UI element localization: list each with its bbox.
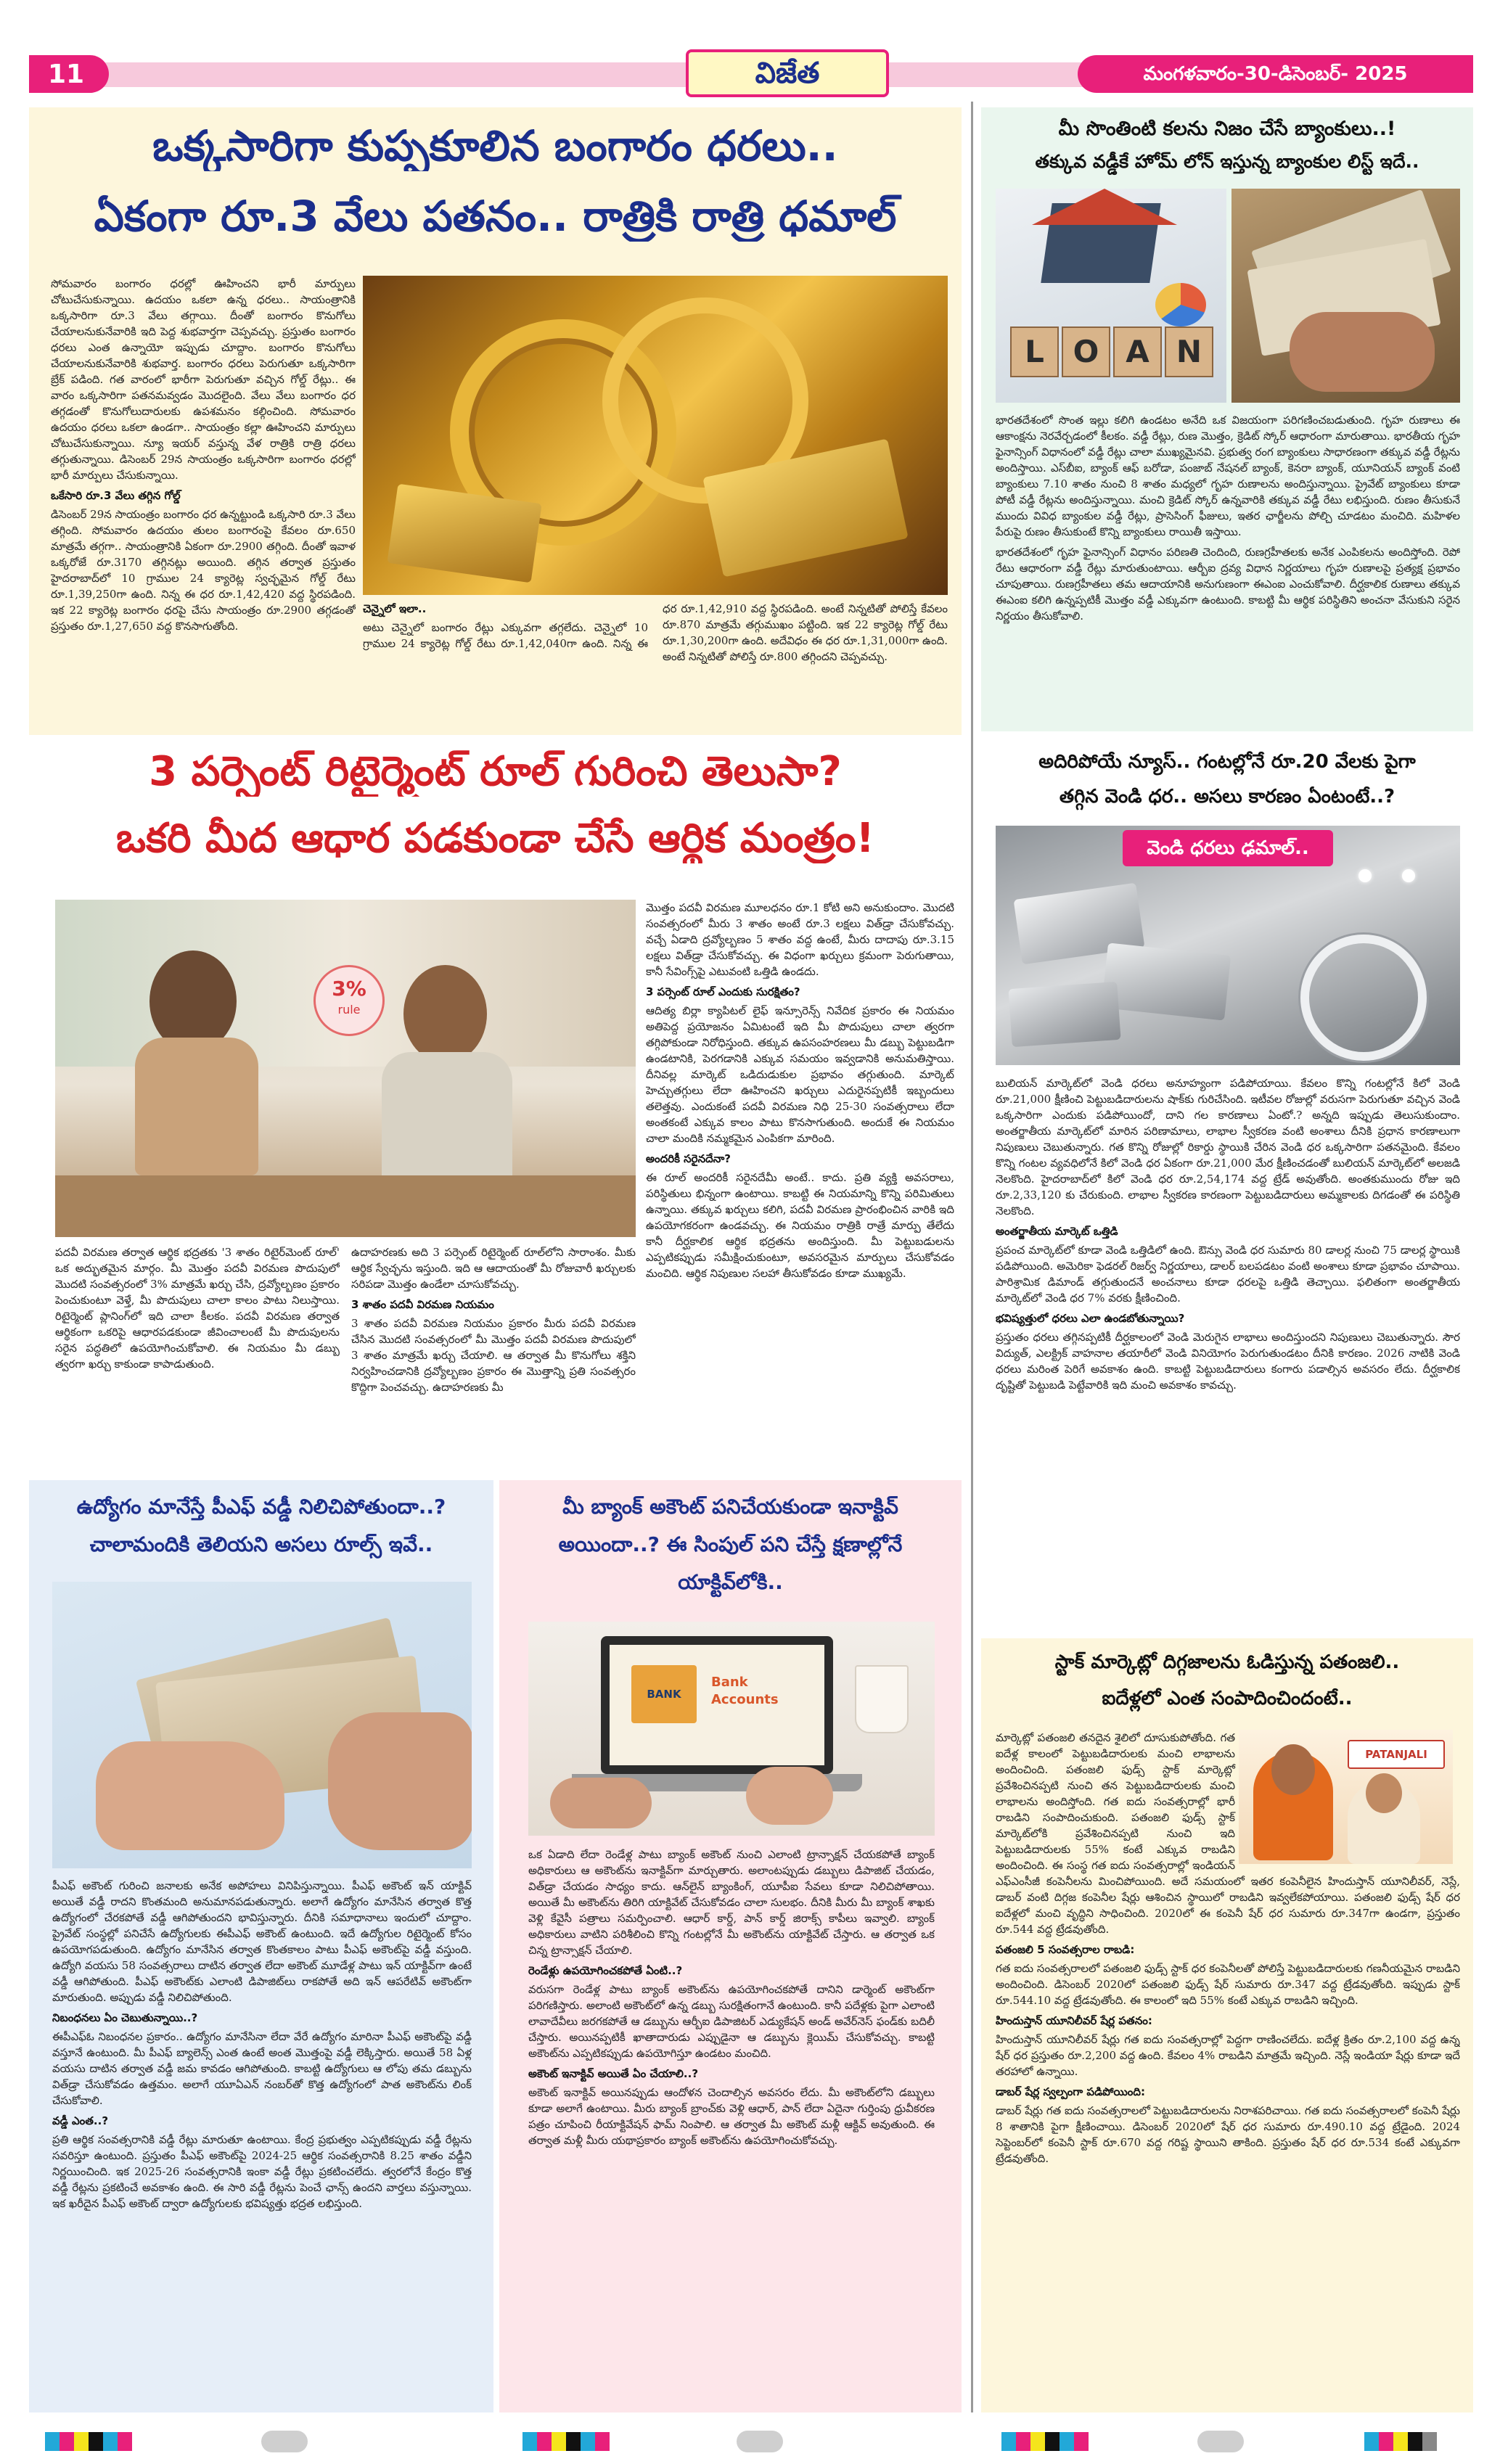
home-loan-headline-2: తక్కువ వడ్డీకే హోమ్ లోన్ ఇస్తున్న బ్యాంకుల లిస్ట్ ఇదే.. xyxy=(1035,151,1419,172)
screen-label-accounts: Bank Accounts xyxy=(711,1675,779,1707)
retirement-para-4: పదవీ విరమణ తర్వాత ఆర్థిక భద్రతకు '3 శాతం రిటైర్‌మెంట్ రూల్' ఒక అద్భుతమైన మార్గం. మీ మొత్తం పదవీ విరమణ పొదుపులో మొదటి సంవత్సరంలో 3% మాత్రమే ఖర్చు చేసి, ద్రవ్యోల్బణం ప్రకారం పెంచుకుంటూ వెళ్తే, మీ పొదుపులు చాలా కాలం పాటు నిలుస్తాయి. రిటైర్మెంట్ ప్లానింగ్‌లో ఇది చాలా కీలకం. పదవీ విరమణ తర్వాత ఆర్థికంగా ఒకరిపై ఆధారపడకుండా జీవించాలంటే మీ పొదుపులను సరైన పద్ధతిలో ఉపయోగించుకోవాలి. ఈ నియమం మీ డబ్బు త్వరగా ఖర్చు కాకుండా కాపాడుతుంది. xyxy=(55,1246,340,1371)
color-registration-strip xyxy=(522,2432,610,2451)
silver-para-3: ప్రస్తుతం ధరలు తగ్గినప్పటికీ దీర్ఘకాలంలో వెండి మెరుగైన లాభాలు అందిస్తుందని నిపుణులు చెబుతున్నారు. సౌర విద్యుత్, ఎలక్ట్రిక్ వాహనాల తయారీలో వెండి వినియోగం పెరుగుతుండటం దీనికి కారణం. 2026 నాటికి వెండి ధరలు మరింత పెరిగే అవకాశం ఉంది. కాబట్టి పెట్టుబడిదారులు కంగారు పడాల్సిన అవసరం లేదు. దీర్ఘకాలిక దృష్టితో పెట్టుబడి పెట్టేవారికి ఇది మంచి అవకాశం కావచ్చు. xyxy=(996,1331,1460,1392)
silver-story xyxy=(981,740,1473,1633)
badge-rule: rule xyxy=(337,1003,361,1017)
silver-headline-1: అదిరిపోయే న్యూస్.. గంటల్లోనే రూ.20 వేలకు పైగా xyxy=(1038,751,1416,773)
registration-pill xyxy=(1197,2431,1244,2452)
patanjali-para-3: హిందుస్తాన్ యూనిలీవర్ షేర్లు గత ఐదు సంవత్సరాల్లో పెద్దగా రాణించలేదు. ఐదేళ్ల క్రితం రూ.2,100 వద్ద ఉన్న షేర్ ధర ప్రస్తుతం రూ.2,200 వద్ద ఉంది. కేవలం 4% రాబడిని మాత్రమే ఇచ్చింది. నెస్లే ఇండియా షేర్లు కూడా ఇదే తరహాలో ఉన్నాయి. xyxy=(996,2033,1460,2078)
retirement-headline-2: ఒకరి మీద ఆధార పడకుండా చేసే ఆర్థిక మంత్రం! xyxy=(116,815,874,862)
date-tab xyxy=(1078,55,1473,93)
pf-subhead-2: వడ్డీ ఎంత..? xyxy=(52,2114,109,2127)
three-percent-badge xyxy=(313,965,385,1036)
color-registration-strip xyxy=(45,2432,132,2451)
patanjali-para-4: డాబర్ షేర్లు గత ఐదు సంవత్సరాలలో పెట్టుబడిదారులను నిరాశపరిచాయి. గత ఐదు సంవత్సరాలలో కంపెనీ షేర్లు 8 శాతానికి పైగా క్షీణించాయి. డిసెంబర్ 2020లో షేర్ ధర సుమారు రూ.490.10 వద్ద ట్రేడైంది. 2024 సెప్టెంబర్‌లో కంపెనీ స్టాక్ రూ.670 వద్ద గరిష్ట స్థాయిని తాకింది. ప్రస్తుతం షేర్ ధర రూ.534 కంటే ఎక్కువగా ట్రేడవుతోంది. xyxy=(996,2104,1460,2165)
retirement-bottom-left xyxy=(55,1244,340,1458)
patanjali-subhead-1: పతంజలి 5 సంవత్సరాల రాబడి: xyxy=(996,1943,1135,1956)
bank-headline-3: యాక్టివ్‌లోకి.. xyxy=(678,1570,783,1594)
column-divider xyxy=(971,102,973,2412)
gold-subhead: ఒకేసారి రూ.3 వేలు తగ్గిన గోల్డ్ xyxy=(51,489,181,502)
retirement-subhead-3: 3 శాతం పదవీ విరమణ నియమం xyxy=(351,1298,494,1311)
patanjali-story xyxy=(981,1638,1473,2412)
retirement-subhead-2: అందరికీ సరైనదేనా? xyxy=(646,1152,731,1165)
retirement-bottom-middle xyxy=(351,1244,636,1458)
patanjali-headline-1: స్టాక్ మార్కెట్లో దిగ్గజాలను ఓడిస్తున్న పతంజలి.. xyxy=(1054,1651,1400,1673)
patanjali-para-2: గత ఐదు సంవత్సరాలలో పతంజలి ఫుడ్స్ స్టాక్ ధర కంపెనీలతో పోలిస్తే పెట్టుబడిదారులకు గణనీయమైన రాబడిని అందించింది. డిసెంబర్ 2020లో పతంజలి ఫుడ్స్ షేర్ సుమారు రూ.347 వద్ద ట్రేడవుతోంది. ఇప్పుడు స్టాక్ రూ.544.10 వద్ద ట్రేడవుతోంది. ఈ కాలంలో ఇది 55% కంటే ఎక్కువ రాబడిని ఇచ్చింది. xyxy=(996,1962,1460,2007)
retirement-para-1: మొత్తం పదవీ విరమణ మూలధనం రూ.1 కోటి అని అనుకుందాం. మొదటి సంవత్సరంలో మీరు 3 శాతం అంటే రూ.3 లక్షలు విత్‌డ్రా చేసుకోవచ్చు. వచ్చే ఏడాది ద్రవ్యోల్బణం 5 శాతం వద్ద ఉంటే, మీరు దాదాపు రూ.3.15 లక్షలు విత్‌డ్రా చేసుకోవచ్చు. ఈ విధంగా ఖర్చులు క్రమంగా పెరుగుతాయి, కానీ సేవింగ్స్‌పై ఎటువంటి ఒత్తిడి ఉండదు. xyxy=(646,901,954,978)
gold-para-2: డిసెంబర్ 29న సాయంత్రం బంగారం ధర ఉన్నట్టుండి ఒక్కసారి రూ.3 వేలు తగ్గింది. సోమవారం ఉదయం తులం బంగారంపై కేవలం రూ.650 మాత్రమే తగ్గగా.. సాయంత్రానికి ఏకంగా రూ.2900 తగ్గింది. దీంతో ఇవాళ ఒక్కరోజే రూ.3170 తగ్గినట్లు అయింది. తగ్గిన తర్వాత ప్రస్తుతం హైదరాబాద్‌లో 10 గ్రాముల 24 క్యారెట్ల స్వచ్ఛమైన గోల్డ్ రేటు రూ.1,39,250గా ఉంది. నిన్న ఈ ధర రూ.1,42,420 వద్ద స్థిరపడింది. ఇక 22 క్యారెట్ల బంగారం ధరపై చేసు సాయంత్రం రూ.2900 తగ్గడంతో ప్రస్తుతం రూ.1,27,650 వద్ద కొనసాగుతోంది. xyxy=(51,508,356,633)
home-loan-story xyxy=(981,107,1473,731)
gold-para-1: సోమవారం బంగారం ధరల్లో ఊహించని భారీ మార్పులు చోటుచేసుకున్నాయి. ఉదయం ఒకలా ఉన్న ధరలు.. సాయంత్రానికి ఒక్కసారిగా రూ.3 వేలు తగ్గాయి. దీంతో బంగారం కొనుగోలు చేయాలనుకునేవారికి ఇది పెద్ద శుభవార్తగా చెప్పవచ్చు. ప్రస్తుతం బంగారం ధరలు ఎంత ఉన్నాయో ఇప్పుడు చూద్దాం. బంగారం కొనుగోలు చేయాలనుకునేవారికి శుభవార్త. బంగారం ధరలు పెరుగుతూ ఒక్కసారిగా బ్రేక్ పడింది. గత వారంలో భారీగా పెరుగుతూ వచ్చిన గోల్డ్ రేట్లు.. ఈ వారం ఒక్కసారిగా పతనమవ్వడం మొదలైంది. వేలు వేలు బంగారం ధర తగ్గడంతో కొనుగోలుదారులకు ఉపశమనం కల్గించింది. సోమవారం ఉదయం ధరలు ఒకలా ఉండగా.. సాయంత్రం కల్లా ఊహించని మార్పులు చోటుచేసుకున్నాయి. న్యూ ఇయర్ వస్తున్న వేళ రాత్రికి రాత్రి ధరలు తగ్గుతున్నాయి. డిసెంబర్ 29న సాయంత్రం ఒక్కసారిగా బంగారం ధరల్లో భారీ మార్పులు చేసుకున్నాయి. xyxy=(51,277,356,482)
masthead xyxy=(29,49,1473,97)
laptop-bank-photo xyxy=(528,1622,935,1836)
home-loan-para-2: భారతదేశంలో గృహ ఫైనాన్సింగ్ విధానం పరిణతి చెందింది, రుణగ్రహీతలకు అనేక ఎంపికలను అందిస్తోంది. రెపో రేటు ఆధారంగా వడ్డీ రేట్లు మారుతుంటాయి. ఆర్బీఐ ద్రవ్య విధాన నిర్ణయాలు గృహ రుణాలపై ప్రత్యక్ష ప్రభావం చూపుతాయి. రుణగ్రహీతలు తమ ఆదాయానికి అనుగుణంగా ఈఎంఐ ఎంచుకోవాలి. దీర్ఘకాలిక రుణాలు తక్కువ ఈఎంఐ కలిగి ఉన్నప్పటికీ మొత్తం వడ్డీ ఎక్కువగా ఉంటుంది. కాబట్టి మీ ఆర్థిక పరిస్థితిని అంచనా వేసుకుని సరైన నిర్ణయం తీసుకోవాలి. xyxy=(996,546,1460,623)
gold-headline-1: ఒక్కసారిగా కుప్పకూలిన బంగారం ధరలు.. xyxy=(152,121,838,171)
silver-banner-text: వెండి ధరలు ఢమాల్.. xyxy=(1147,837,1309,859)
bank-subhead-1: రెండేళ్లు ఉపయోగించకపోతే ఏంటి..? xyxy=(528,1964,683,1977)
bank-subhead-2: అకౌంట్ ఇనాక్టివ్ అయితే ఏం చేయాలి..? xyxy=(528,2067,699,2080)
bank-headline-2: అయిందా..? ఈ సింపుల్ పని చేస్తే క్షణాల్లోనే xyxy=(558,1532,903,1556)
color-registration-strip xyxy=(1001,2432,1089,2451)
gold-story xyxy=(29,107,962,735)
retirement-para-5: ఉదాహరణకు అది 3 పర్సెంట్ రిటైర్మెంట్ రూల్‌లోని సారాంశం. మీకు ఆర్థిక స్వేచ్ఛను ఇస్తుంది. ఇది ఆ ఆదాయంతో మీ రోజువారీ ఖర్చులకు సరిపడా మొత్తం ఉండేలా చూసుకోవచ్చు. xyxy=(351,1246,636,1291)
silver-headline-2: తగ్గిన వెండి ధర.. అసలు కారణం ఏంటంటే..? xyxy=(1059,786,1396,808)
cash-in-hand-photo xyxy=(52,1582,472,1868)
bank-para-3: అకౌంట్ ఇనాక్టివ్ అయినప్పుడు ఆందోళన చెందాల్సిన అవసరం లేదు. మీ అకౌంట్‌లోని డబ్బులు కూడా అలాగే ఉంటాయి. మీరు బ్యాంక్ బ్రాంచ్‌కు వెళ్లి ఆధార్, పాన్ లేదా ఏదైనా గుర్తింపు ధ్రువీకరణ పత్రం చూపించి రీయాక్టివేషన్ ఫామ్ నింపాలి. ఆ తర్వాత మీ అకౌంట్ మళ్లీ ఆక్టివ్ అవుతుంది. ఈ తర్వాత మళ్లీ మీరు యథాప్రకారం బ్యాంక్ అకౌంట్‌ను ఉపయోగించుకోవచ్చు. xyxy=(528,2086,935,2147)
loan-block: N xyxy=(1165,327,1213,377)
screen-bank-icon xyxy=(631,1665,697,1723)
gold-jewellery-photo xyxy=(363,276,948,595)
pf-headline-2: చాలామందికి తెలియని అసలు రూల్స్ ఇవే.. xyxy=(89,1532,433,1556)
bank-story xyxy=(499,1480,962,2412)
pf-body xyxy=(52,1878,472,2404)
loan-block: A xyxy=(1113,327,1162,377)
loan-block: O xyxy=(1062,327,1110,377)
retirement-para-6: 3 శాతం పదవీ విరమణ నియమం ప్రకారం మీరు పదవీ విరమణ చేసిన మొదటి సంవత్సరంలో మీ మొత్తం పదవీ విరమణ పొదుపులో 3 శాతం మాత్రమే ఖర్చు చేయాలి. ఆ తర్వాత మీ కొనుగోలు శక్తిని నిర్వహించడానికి ద్రవ్యోల్బణం ప్రకారం ఈ మొత్తాన్ని ప్రతి సంవత్సరం కొద్దిగా పెంచవచ్చు. ఉదాహరణకు మీ xyxy=(351,1317,636,1394)
loan-blocks xyxy=(1010,327,1213,377)
gold-para-3: అటు చెన్నైలో బంగారం రేట్లు ఎక్కువగా తగ్గలేదు. చెన్నైలో 10 గ్రాముల 24 క్యారెట్ల గోల్డ్ రేటు రూ.1,42,040గా ఉంది. నిన్న ఈ ధర రూ.1,42,910 వద్ద స్థిరపడింది. అంటే నిన్నటితో పోలిస్తే కేవలం రూ.870 మాత్రమే తగ్గుముఖం పట్టింది. ఇక 22 క్యారెట్ల గోల్డ్ రేటు రూ.1,30,200గా ఉంది. అదేవిధం ఈ ధర రూ.1,31,000గా ఉంది. అంటే నిన్నటితో పోలిస్తే రూ.800 తగ్గిందని చెప్పవచ్చు. xyxy=(363,602,948,663)
home-loan-headline-1: మీ సొంతింటి కలను నిజం చేసే బ్యాంకులు..! xyxy=(1058,118,1396,140)
registration-pill xyxy=(261,2431,308,2452)
page-number: 11 xyxy=(48,59,85,89)
gold-left-column xyxy=(51,276,356,726)
patanjali-headline-2: ఐదేళ్లలో ఎంత సంపాదించిందంటే.. xyxy=(1102,1688,1353,1709)
retirement-headline-1: 3 పర్సెంట్ రిటైర్మెంట్ రూల్ గురించి తెలుసా? xyxy=(149,748,842,795)
retirement-story xyxy=(29,740,962,1473)
masthead-logo xyxy=(686,49,889,97)
patanjali-logo-text: PATANJALI xyxy=(1365,1748,1427,1761)
retirement-para-2: ఆదిత్య బిర్లా క్యాపిటల్ లైఫ్ ఇన్సూరెన్స్ నివేదిక ప్రకారం ఈ నియమం అతిపెద్ద ప్రయోజనం ఏమిటంటే ఇది మీ పొదుపులు చాలా త్వరగా తగ్గిపోకుండా నిరోధిస్తుంది. తక్కువ ఉపసంహరణలు మీ డబ్బు పెట్టుబడిగా ఉండటానికి, పెరగడానికి ఎక్కువ సమయం ఇవ్వడానికి అనుమతిస్తాయి. దీనివల్ల మార్కెట్ ఒడిదుడుకుల ప్రభావం తగ్గుతుంది. మార్కెట్ హెచ్చుతగ్గులు లేదా ఊహించని ఖర్చులు ఎదురైనప్పటికీ ఇబ్బందులు తలెత్తవు. ఎందుకంటే పదవీ విరమణ నిధి 25-30 సంవత్సరాలు లేదా అంతకంటే ఎక్కువ కాలం పాటు కొనసాగుతుంది. అందుకే ఈ నియమం చాలా మందికి నమ్మకమైన ఎంపికగా మారింది. xyxy=(646,1004,954,1145)
silver-body xyxy=(996,1075,1460,1627)
patanjali-body xyxy=(996,1730,1460,2405)
silver-photo xyxy=(996,826,1460,1065)
silver-para-2: ప్రపంచ మార్కెట్‌లో కూడా వెండి ఒత్తిడిలో ఉంది. ఔన్సు వెండి ధర సుమారు 80 డాలర్ల నుంచి 75 డాలర్ల స్థాయికి పడిపోయింది. అమెరికా ఫెడరల్ రిజర్వ్ నిర్ణయాలు, డాలర్ బలపడటం వంటి అంశాలు కూడా ప్రభావం చూపాయి. పారిశ్రామిక డిమాండ్ తగ్గుతుందనే అంచనాలు కూడా ధరలపై ఒత్తిడి తెచ్చాయి. ఫలితంగా అంతర్జాతీయ మార్కెట్‌లో వెండి ధర 7% వరకు క్షీణించింది. xyxy=(996,1244,1460,1305)
bank-para-2: వరుసగా రెండేళ్ల పాటు బ్యాంక్ అకౌంట్‌ను ఉపయోగించకపోతే దానిని డార్మెంట్ అకౌంట్‌గా పరిగణిస్తారు. అలాంటి అకౌంట్‌లో ఉన్న డబ్బు సురక్షితంగానే ఉంటుంది. కానీ పదేళ్లకు పైగా ఎలాంటి లావాదేవీలు జరగకపోతే ఆ డబ్బును ఆర్బీఐ డిపాజిటర్ ఎడ్యుకేషన్ అండ్ అవేర్‌నెస్ ఫండ్‌కు బదిలీ చేస్తారు. అయినప్పటికీ ఖాతాదారుడు ఎప్పుడైనా ఆ డబ్బును క్లెయిమ్ చేసుకోవచ్చు. కాబట్టి అకౌంట్‌ను ఎప్పటికప్పుడు ఉపయోగిస్తూ ఉండటం మంచిది. xyxy=(528,1983,935,2060)
masthead-date: మంగళవారం-30-డిసెంబర్- 2025 xyxy=(1143,63,1408,85)
pf-story xyxy=(29,1480,493,2412)
retirement-para-3: ఈ రూల్ అందరికీ సరైనదేమీ అంటే.. కాదు. ప్రతి వ్యక్తి అవసరాలు, పరిస్థితులు భిన్నంగా ఉంటాయి. కాబట్టి ఈ నియమాన్ని కొన్ని పరిమితులు ఉన్నాయి. తక్కువ ఖర్చులు కలిగి, పదవీ విరమణ ప్రారంభించిన వారికి ఇది ఉపయోగకరంగా ఉండవచ్చు. ఈ నియమం రాత్రికి రాత్రే మార్పు తేలేదు కానీ దీర్ఘకాలిక ఆర్థిక భద్రతను అందిస్తుంది. మీ పెట్టుబడులను ఎప్పటికప్పుడు సమీక్షించుకుంటూ, అవసరమైన మార్పులు చేసుకోవడం మంచిది. ఆర్థిక నిపుణుల సలహా తీసుకోవడం కూడా ముఖ్యమే. xyxy=(646,1171,954,1280)
pf-subhead-1: నిబంధనలు ఏం చెబుతున్నాయి..? xyxy=(52,2011,198,2024)
retirement-right-column xyxy=(646,900,954,1458)
silver-subhead-2: భవిష్యత్తులో ధరలు ఎలా ఉండబోతున్నాయి? xyxy=(996,1312,1185,1325)
patanjali-para-1: మార్కెట్లో పతంజలి తనదైన శైలిలో దూసుకుపోతోంది. గత ఐదేళ్ల కాలంలో పెట్టుబడిదారులకు మంచి లాభాలను అందించింది. పతంజలి ఫుడ్స్ స్టాక్ మార్కెట్లో ప్రవేశించినప్పటి నుంచి తన పెట్టుబడిదారులకు మంచి లాభాలను అందిస్తోంది. గత ఐదు సంవత్సరాల్లో భారీ రాబడిని సంపాదించుకుంది. పతంజలి ఫుడ్స్ స్టాక్ మార్కెట్‌లోకి ప్రవేశించినప్పటి నుంచి ఇది పెట్టుబడిదారులకు 55% కంటే ఎక్కువ రాబడిని అందించింది. ఈ సంస్థ గత ఐదు సంవత్సరాల్లో ఇండియన్ ఎఫ్ఎంసీజీ కంపెనీలను మించిపోయింది. అదే సమయంలో ఇతర కంపెనీలైన హిందుస్తాన్ యూనిలీవర్, నెస్లే, డాబర్ వంటి దిగ్గజ కంపెనీల షేర్లు ఆశించిన స్థాయిలో రాబడిని ఇవ్వలేకపోయాయి. పతంజలి ఫుడ్స్ షేర్ ధర ఐదేళ్లలో మంచి వృద్ధిని సాధించింది. 2020లో ఈ కంపెనీ షేర్ ధర సుమారు రూ.347గా ఉండగా, ప్రస్తుతం రూ.544 వద్ద ట్రేడవుతోంది. xyxy=(996,1731,1460,1936)
home-loan-body xyxy=(996,412,1460,724)
pf-para-1: పీఎఫ్ అకౌంట్ గురించి జనాలకు అనేక అపోహలు వినిపిస్తున్నాయి. పీఎఫ్ అకౌంట్ ఇన్ యాక్టివ్ అయితే వడ్డీ రాదని కొంతమంది అనుమానపడుతున్నారు. అలాగే ఉద్యోగం మానేసిన తర్వాత కొత్త ఉద్యోగంలో చేరకపోతే వడ్డీ ఆగిపోతుందని భావిస్తున్నారు. దీనికి సమాధానాలు ఇందులో చూద్దాం. ప్రైవేట్ సంస్థల్లో పనిచేసే ఉద్యోగులకు ఈపీఎఫ్ అకౌంట్ ఉంటుంది. ఇదే ఉద్యోగుల రిటైర్మెంట్ కోసం ఉపయోగపడుతుంది. ఉద్యోగం మానేసిన తర్వాత కొంతకాలం పాటు పీఎఫ్ అకౌంట్‌పై వడ్డీ వస్తుంది. ఉద్యోగి వయసు 58 సంవత్సరాలు దాటిన తర్వాత లేదా అకౌంట్ మూడేళ్ల పాటు ఇన్ యాక్టివ్‌గా ఉంటే వడ్డీ ఆగిపోతుంది. పీఎఫ్ అకౌంట్‌కు ఎలాంటి డిపాజిట్‌లు రాకపోతే అది ఇన్ ఆపరేటివ్ అకౌంట్‌గా మారుతుంది. అప్పుడు వడ్డీ నిలిచిపోతుంది. xyxy=(52,1879,472,2004)
bank-body xyxy=(528,1847,935,2405)
gold-right-column xyxy=(363,601,948,731)
screen-label-bank: BANK xyxy=(647,1688,681,1701)
pf-para-2: ఈపీఎఫ్‌ఓ నిబంధనల ప్రకారం.. ఉద్యోగం మానేసినా లేదా వేరే ఉద్యోగం మారినా పీఎఫ్ అకౌంట్‌పై వడ్డీ వస్తూనే ఉంటుంది. మీ పీఎఫ్ బ్యాలెన్స్ ఎంత ఉంటే అంత మొత్తంపై వడ్డీ లెక్కిస్తారు. అయితే 58 ఏళ్ల వయసు దాటిన తర్వాత వడ్డీ జమ కావడం ఆగిపోతుంది. కాబట్టి ఉద్యోగులు ఆ లోపు తమ డబ్బును విత్‌డ్రా చేసుకోవడం ఉత్తమం. అలాగే యూఏఎన్ నంబర్‌తో కొత్త ఉద్యోగంలో పాత అకౌంట్‌ను లింక్ చేసుకోవాలి. xyxy=(52,2030,472,2107)
silver-banner xyxy=(1123,830,1333,866)
patanjali-subhead-3: డాబర్ షేర్ల స్వల్పంగా పడిపోయింది: xyxy=(996,2085,1145,2098)
logo-text: విజేత xyxy=(755,57,820,90)
rupee-notes-photo xyxy=(1231,189,1460,403)
patanjali-subhead-2: హిందుస్తాన్ యూనిలీవర్ షేర్ల పతనం: xyxy=(996,2014,1152,2027)
loan-block: L xyxy=(1010,327,1059,377)
bank-para-1: ఒక ఏడాది లేదా రెండేళ్ల పాటు బ్యాంక్ అకౌంట్ నుంచి ఎలాంటి ట్రాన్సాక్షన్ చేయకపోతే బ్యాంక్ అధికారులు ఆ అకౌంట్‌ను ఇనాక్టివ్‌గా మార్చుతారు. అలాంటప్పుడు డబ్బులు డిపాజిట్ చేయడం, విత్‌డ్రా చేయడం సాధ్యం కాదు. ఆన్‌లైన్ బ్యాంకింగ్, యూపీఐ సేవలు కూడా నిలిచిపోతాయి. అయితే మీ అకౌంట్‌ను తిరిగి యాక్టివేట్ చేసుకోవడం చాలా సులభం. దీనికి మీరు మీ బ్యాంక్ శాఖకు వెళ్లి కేవైసీ పత్రాలు సమర్పించాలి. ఆధార్ కార్డ్, పాన్ కార్డ్ జిరాక్స్ కాపీలు ఇవ్వాలి. బ్యాంక్ అధికారులు వాటిని పరిశీలించి కొన్ని గంటల్లోనే మీ అకౌంట్‌ను యాక్టివేట్ చేస్తారు. ఆ తర్వాత ఒక చిన్న ట్రాన్సాక్షన్ చేయాలి. xyxy=(528,1848,935,1957)
gold-caption: చెన్నైలో ఇలా.. xyxy=(363,602,427,615)
home-loan-para-1: భారతదేశంలో సొంత ఇల్లు కలిగి ఉండటం అనేది ఒక విజయంగా పరిగణించబడుతుంది. గృహ రుణాలు ఈ ఆకాంక్షను నెరవేర్చడంలో కీలకం. వడ్డీ రేట్లు, రుణ మొత్తం, క్రెడిట్ స్కోర్ ఆధారంగా మారుతాయి. భారతీయ గృహ ఫైనాన్సింగ్ విధానంలో వడ్డీ రేట్లు చాలా ముఖ్యమైనవి. ప్రభుత్వ రంగ బ్యాంకులు సాధారణంగా తక్కువ వడ్డీ రేట్లను అందిస్తాయి. ఎస్‌బీఐ, బ్యాంక్ ఆఫ్ బరోడా, పంజాబ్ నేషనల్ బ్యాంక్, కెనరా బ్యాంక్, యూనియన్ బ్యాంక్ వంటి బ్యాంకులు 7.10 శాతం నుంచి 8 శాతం మధ్యలో గృహ రుణాలను అందిస్తున్నాయి. ప్రైవేట్ బ్యాంకులు కూడా పోటీ వడ్డీ రేట్లను అందిస్తున్నాయి. మంచి క్రెడిట్ స్కోర్ ఉన్నవారికి తక్కువ వడ్డీ రేటు లభిస్తుంది. రుణం తీసుకునే ముందు వివిధ బ్యాంకుల వడ్డీ రేట్లు, ప్రాసెసింగ్ ఫీజులు, ఇతర ఛార్జీలను పోల్చి చూడటం మంచిది. మహిళల పేరుపై రుణం తీసుకుంటే కొన్ని బ్యాంకులు రాయితీ ఇస్తాయి. xyxy=(996,414,1460,538)
retirement-subhead-1: 3 పర్సెంట్ రూల్ ఎందుకు సురక్షితం? xyxy=(646,985,800,998)
badge-percent: 3% xyxy=(332,977,366,1001)
pf-headline-1: ఉద్యోగం మానేస్తే పీఎఫ్ వడ్డీ నిలిచిపోతుందా..? xyxy=(76,1495,446,1519)
bank-headline-1: మీ బ్యాంక్ అకౌంట్ పనిచేయకుండా ఇనాక్టివ్ xyxy=(562,1495,898,1519)
page-number-tab xyxy=(29,55,109,93)
gold-headline-2: ఏకంగా రూ.3 వేలు పతనం.. రాత్రికి రాత్రి ధమాల్ xyxy=(94,192,897,241)
pf-para-3: ప్రతి ఆర్థిక సంవత్సరానికి వడ్డీ రేట్లు మారుతూ ఉంటాయి. కేంద్ర ప్రభుత్వం ఎప్పటికప్పుడు వడ్డీ రేట్లను సవరిస్తూ ఉంటుంది. ప్రస్తుతం పీఎఫ్ అకౌంట్‌పై 2024-25 ఆర్థిక సంవత్సరానికి 8.25 శాతం వడ్డీని నిర్ణయించింది. ఇక 2025-26 సంవత్సరానికి ఇంకా వడ్డీ రేట్లు ప్రకటించలేదు. త్వరలోనే కేంద్రం కొత్త వడ్డీ రేట్లను ప్రకటించే అవకాశం ఉంది. ఈ సారి వడ్డీ రేట్లను పెంచే ఛాన్స్ ఉందని వార్తలు వస్తున్నాయి. ఇక ఖరీదైన పీఎఫ్ అకౌంట్ ద్వారా ఉద్యోగులకు భవిష్యత్తు భద్రత లభిస్తుంది. xyxy=(52,2133,472,2210)
silver-para-1: బులియన్ మార్కెట్‌లో వెండి ధరలు అనూహ్యంగా పడిపోయాయి. కేవలం కొన్ని గంటల్లోనే కిలో వెండి రూ.21,000 క్షీణించి పెట్టుబడిదారులను షాక్‌కు గురిచేసింది. ఇటీవల రోజుల్లో వరుసగా పెరుగుతూ వచ్చిన వెండి ఒక్కసారిగా ఎందుకు పడిపోయిందో, దాని గల కారణాలు ఏంటో.? అన్నది ఇప్పుడు తెలుసుకుందాం. అంతర్జాతీయ మార్కెట్‌లో మారిన పరిణామాలు, లాభాల స్వీకరణ వంటి అంశాలు దీనికి ప్రధాన కారణాలుగా నిపుణులు చెబుతున్నారు. గత కొన్ని రోజుల్లో రికార్డు స్థాయికి చేరిన వెండి ధర ఒక్కసారిగా పతనమైంది. కేవలం కొన్ని గంటల వ్యవధిలోనే కిలో వెండి ధర ఏకంగా రూ.21,000 మేర క్షీణించడంతో బులియన్ మార్కెట్‌లో అలజడి నెలకొంది. హైదరాబాద్‌లో కిలో వెండి ధర రూ.2,54,174 వద్ద ట్రేడ్ అవుతోంది. అంతకుముందు రోజు ఇది రూ.2,33,120 కు చేరుకుంది. లాభాల స్వీకరణ కారణంగా పెట్టుబడిదారులు అమ్మకాలకు దిగడంతో ఈ పరిస్థితి నెలకొంది. xyxy=(996,1077,1460,1217)
loan-house-photo xyxy=(996,189,1226,403)
registration-pill xyxy=(737,2431,783,2452)
couple-photo xyxy=(55,900,636,1237)
color-registration-strip xyxy=(1364,2432,1437,2451)
silver-subhead-1: అంతర్జాతీయ మార్కెట్ ఒత్తిడి xyxy=(996,1225,1118,1238)
